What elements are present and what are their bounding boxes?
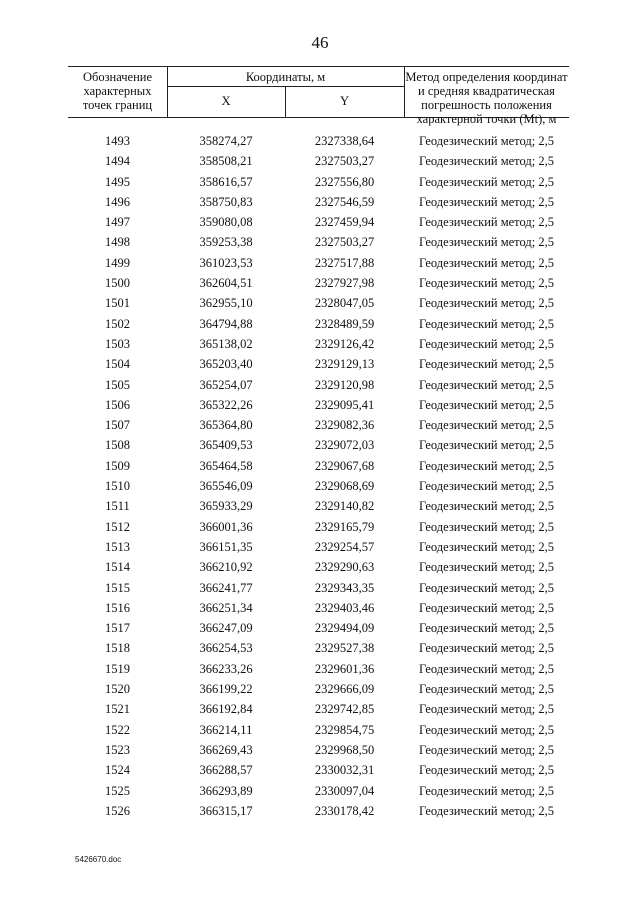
table-header xyxy=(68,66,569,126)
header-top-rule xyxy=(68,66,569,67)
coordinate-y-cell: 2327503,27 xyxy=(314,235,375,250)
coordinate-x-cell: 359253,38 xyxy=(199,235,253,250)
point-number-cell: 1516 xyxy=(105,600,130,615)
table-row xyxy=(68,760,569,780)
point-number-cell: 1509 xyxy=(105,458,130,473)
coordinate-y-cell: 2329082,36 xyxy=(314,418,375,433)
coordinate-y-cell: 2329254,57 xyxy=(314,539,375,554)
table-row xyxy=(68,354,569,374)
header-x: X xyxy=(221,94,231,108)
coordinate-x-cell: 366269,43 xyxy=(199,742,253,757)
coordinate-x-cell: 365933,29 xyxy=(199,499,253,514)
method-cell: Геодезический метод; 2,5 xyxy=(419,194,554,209)
coordinate-x-cell: 366247,09 xyxy=(199,621,253,636)
coordinate-y-cell: 2329120,98 xyxy=(314,377,375,392)
point-number-cell: 1513 xyxy=(105,539,130,554)
point-number-cell: 1496 xyxy=(105,194,130,209)
coordinate-y-cell: 2328489,59 xyxy=(314,316,375,331)
coordinate-y-cell: 2330178,42 xyxy=(314,803,375,818)
method-cell: Геодезический метод; 2,5 xyxy=(419,519,554,534)
table-row xyxy=(68,456,569,476)
table-row xyxy=(68,598,569,618)
point-number-cell: 1517 xyxy=(105,621,130,636)
table-row xyxy=(68,172,569,192)
coordinate-y-cell: 2329165,79 xyxy=(314,519,375,534)
coordinate-y-cell: 2327927,98 xyxy=(314,276,375,291)
table-row xyxy=(68,679,569,699)
table-row xyxy=(68,699,569,719)
coordinate-x-cell: 359080,08 xyxy=(199,215,253,230)
coordinate-y-cell: 2329126,42 xyxy=(314,336,375,351)
coordinates-table-body xyxy=(68,131,569,821)
header-coordinates: Координаты, м xyxy=(245,70,326,84)
coordinate-x-cell: 365364,80 xyxy=(199,418,253,433)
point-number-cell: 1502 xyxy=(105,316,130,331)
point-number-cell: 1505 xyxy=(105,377,130,392)
method-cell: Геодезический метод; 2,5 xyxy=(419,702,554,717)
coordinate-y-cell: 2329403,46 xyxy=(314,600,375,615)
coordinate-x-cell: 366315,17 xyxy=(199,803,253,818)
coordinate-y-cell: 2327338,64 xyxy=(314,134,375,148)
table-row xyxy=(68,517,569,537)
point-number-cell: 1525 xyxy=(105,783,130,798)
method-cell: Геодезический метод; 2,5 xyxy=(419,397,554,412)
point-number-cell: 1494 xyxy=(105,154,130,169)
method-cell: Геодезический метод; 2,5 xyxy=(419,803,554,818)
coordinate-y-cell: 2329129,13 xyxy=(314,357,375,372)
table-row xyxy=(68,334,569,354)
coordinate-x-cell: 366233,26 xyxy=(199,661,253,676)
coordinate-x-cell: 365409,53 xyxy=(199,438,253,453)
point-number-cell: 1504 xyxy=(105,357,130,372)
method-cell: Геодезический метод; 2,5 xyxy=(419,255,554,270)
coordinate-y-cell: 2329140,82 xyxy=(314,499,375,514)
table-row xyxy=(68,496,569,516)
point-number-cell: 1522 xyxy=(105,722,130,737)
table-row xyxy=(68,781,569,801)
table-row xyxy=(68,578,569,598)
coordinate-y-cell: 2329854,75 xyxy=(314,722,375,737)
table-row xyxy=(68,537,569,557)
method-cell: Геодезический метод; 2,5 xyxy=(419,296,554,311)
page-number: 46 xyxy=(311,33,329,52)
method-cell: Геодезический метод; 2,5 xyxy=(419,479,554,494)
coordinate-y-cell: 2329072,03 xyxy=(314,438,375,453)
table-row xyxy=(68,435,569,455)
point-number-cell: 1507 xyxy=(105,418,130,433)
coordinate-y-cell: 2329067,68 xyxy=(314,458,375,473)
coordinate-y-cell: 2329068,69 xyxy=(314,479,375,494)
point-number-cell: 1524 xyxy=(105,763,130,778)
table-row xyxy=(68,415,569,435)
coordinate-x-cell: 366254,53 xyxy=(199,641,253,656)
table-row xyxy=(68,638,569,658)
coordinate-y-cell: 2327459,94 xyxy=(314,215,375,230)
point-number-cell: 1526 xyxy=(105,803,130,818)
point-number-cell: 1508 xyxy=(105,438,130,453)
coordinate-x-cell: 366151,35 xyxy=(199,539,253,554)
point-number-cell: 1510 xyxy=(105,479,130,494)
coordinate-y-cell: 2327556,80 xyxy=(314,174,375,189)
method-cell: Геодезический метод; 2,5 xyxy=(419,539,554,554)
table-row xyxy=(68,720,569,740)
method-cell: Геодезический метод; 2,5 xyxy=(419,458,554,473)
point-number-cell: 1501 xyxy=(105,296,130,311)
coordinate-y-cell: 2327546,59 xyxy=(314,194,375,209)
method-cell: Геодезический метод; 2,5 xyxy=(419,600,554,615)
coordinate-x-cell: 364794,88 xyxy=(199,316,253,331)
coordinate-y-cell: 2330032,31 xyxy=(314,763,375,778)
coordinate-x-cell: 366293,89 xyxy=(199,783,253,798)
table-row xyxy=(68,273,569,293)
coordinate-y-cell: 2329968,50 xyxy=(314,742,375,757)
coordinate-x-cell: 365464,58 xyxy=(199,458,253,473)
method-cell: Геодезический метод; 2,5 xyxy=(419,742,554,757)
method-cell: Геодезический метод; 2,5 xyxy=(419,783,554,798)
coordinate-x-cell: 361023,53 xyxy=(199,255,253,270)
point-number-cell: 1512 xyxy=(105,519,130,534)
point-number-cell: 1521 xyxy=(105,702,130,717)
table-row xyxy=(68,740,569,760)
method-cell: Геодезический метод; 2,5 xyxy=(419,276,554,291)
table-row xyxy=(68,151,569,171)
coordinate-x-cell: 366251,34 xyxy=(199,600,253,615)
point-number-cell: 1519 xyxy=(105,661,130,676)
coordinate-y-cell: 2329494,09 xyxy=(314,621,375,636)
method-cell: Геодезический метод; 2,5 xyxy=(419,134,554,148)
table-row xyxy=(68,395,569,415)
coordinate-y-cell: 2328047,05 xyxy=(314,296,375,311)
coordinate-y-cell: 2327503,27 xyxy=(314,154,375,169)
table-row xyxy=(68,131,569,151)
coordinate-y-cell: 2329095,41 xyxy=(314,397,375,412)
method-cell: Геодезический метод; 2,5 xyxy=(419,377,554,392)
method-cell: Геодезический метод; 2,5 xyxy=(419,215,554,230)
header-coordinates-rule xyxy=(167,86,404,87)
point-number-cell: 1498 xyxy=(105,235,130,250)
coordinate-x-cell: 366288,57 xyxy=(199,763,253,778)
table-row xyxy=(68,293,569,313)
coordinate-y-cell: 2330097,04 xyxy=(314,783,375,798)
coordinate-y-cell: 2329343,35 xyxy=(314,580,375,595)
method-cell: Геодезический метод; 2,5 xyxy=(419,560,554,575)
point-number-cell: 1511 xyxy=(105,499,130,514)
coordinate-y-cell: 2327517,88 xyxy=(314,255,375,270)
coordinate-x-cell: 366001,36 xyxy=(199,519,253,534)
coordinate-y-cell: 2329601,36 xyxy=(314,661,375,676)
coordinate-y-cell: 2329742,85 xyxy=(314,702,375,717)
coordinate-x-cell: 366241,77 xyxy=(199,580,253,595)
table-row xyxy=(68,476,569,496)
footer-filename: 5426670.doc xyxy=(75,855,122,864)
point-number-cell: 1500 xyxy=(105,276,130,291)
coordinate-x-cell: 358274,27 xyxy=(199,134,253,148)
coordinate-x-cell: 366214,11 xyxy=(199,722,253,737)
point-number-cell: 1518 xyxy=(105,641,130,656)
table-row xyxy=(68,232,569,252)
coordinate-x-cell: 362955,10 xyxy=(199,296,253,311)
method-cell: Геодезический метод; 2,5 xyxy=(419,580,554,595)
table-row xyxy=(68,618,569,638)
method-cell: Геодезический метод; 2,5 xyxy=(419,661,554,676)
coordinate-x-cell: 366210,92 xyxy=(199,560,253,575)
table-row xyxy=(68,375,569,395)
method-cell: Геодезический метод; 2,5 xyxy=(419,336,554,351)
header-method: Метод определения координат и средняя квадратическая погрешность положения характерной точки (Mt), м xyxy=(405,70,568,126)
point-number-cell: 1506 xyxy=(105,397,130,412)
coordinate-y-cell: 2329290,63 xyxy=(314,560,375,575)
method-cell: Геодезический метод; 2,5 xyxy=(419,316,554,331)
method-cell: Геодезический метод; 2,5 xyxy=(419,499,554,514)
coordinate-x-cell: 365546,09 xyxy=(199,479,253,494)
point-number-cell: 1493 xyxy=(105,134,130,148)
point-number-cell: 1503 xyxy=(105,336,130,351)
point-number-cell: 1497 xyxy=(105,215,130,230)
method-cell: Геодезический метод; 2,5 xyxy=(419,357,554,372)
coordinate-x-cell: 366199,22 xyxy=(199,682,253,697)
point-number-cell: 1520 xyxy=(105,682,130,697)
method-cell: Геодезический метод; 2,5 xyxy=(419,174,554,189)
method-cell: Геодезический метод; 2,5 xyxy=(419,418,554,433)
table-row xyxy=(68,212,569,232)
coordinate-x-cell: 365203,40 xyxy=(199,357,253,372)
table-row xyxy=(68,192,569,212)
coordinate-x-cell: 358750,83 xyxy=(199,194,253,209)
coordinate-x-cell: 358616,57 xyxy=(199,174,253,189)
method-cell: Геодезический метод; 2,5 xyxy=(419,621,554,636)
coordinate-x-cell: 358508,21 xyxy=(199,154,253,169)
point-number-cell: 1515 xyxy=(105,580,130,595)
table-row xyxy=(68,314,569,334)
header-y: Y xyxy=(339,94,350,108)
table-row xyxy=(68,659,569,679)
coordinate-x-cell: 365322,26 xyxy=(199,397,253,412)
point-number-cell: 1495 xyxy=(105,174,130,189)
method-cell: Геодезический метод; 2,5 xyxy=(419,154,554,169)
coordinate-x-cell: 365138,02 xyxy=(199,336,253,351)
table-row xyxy=(68,557,569,577)
coordinate-x-cell: 362604,51 xyxy=(199,276,253,291)
method-cell: Геодезический метод; 2,5 xyxy=(419,763,554,778)
coordinate-y-cell: 2329666,09 xyxy=(314,682,375,697)
point-number-cell: 1514 xyxy=(105,560,130,575)
method-cell: Геодезический метод; 2,5 xyxy=(419,722,554,737)
point-number-cell: 1523 xyxy=(105,742,130,757)
header-designation: Обозначение характерных точек границ xyxy=(82,70,153,112)
coordinate-x-cell: 365254,07 xyxy=(199,377,253,392)
coordinate-y-cell: 2329527,38 xyxy=(314,641,375,656)
coordinate-x-cell: 366192,84 xyxy=(199,702,253,717)
method-cell: Геодезический метод; 2,5 xyxy=(419,682,554,697)
method-cell: Геодезический метод; 2,5 xyxy=(419,438,554,453)
table-row xyxy=(68,801,569,821)
method-cell: Геодезический метод; 2,5 xyxy=(419,641,554,656)
method-cell: Геодезический метод; 2,5 xyxy=(419,235,554,250)
point-number-cell: 1499 xyxy=(105,255,130,270)
table-row xyxy=(68,253,569,273)
